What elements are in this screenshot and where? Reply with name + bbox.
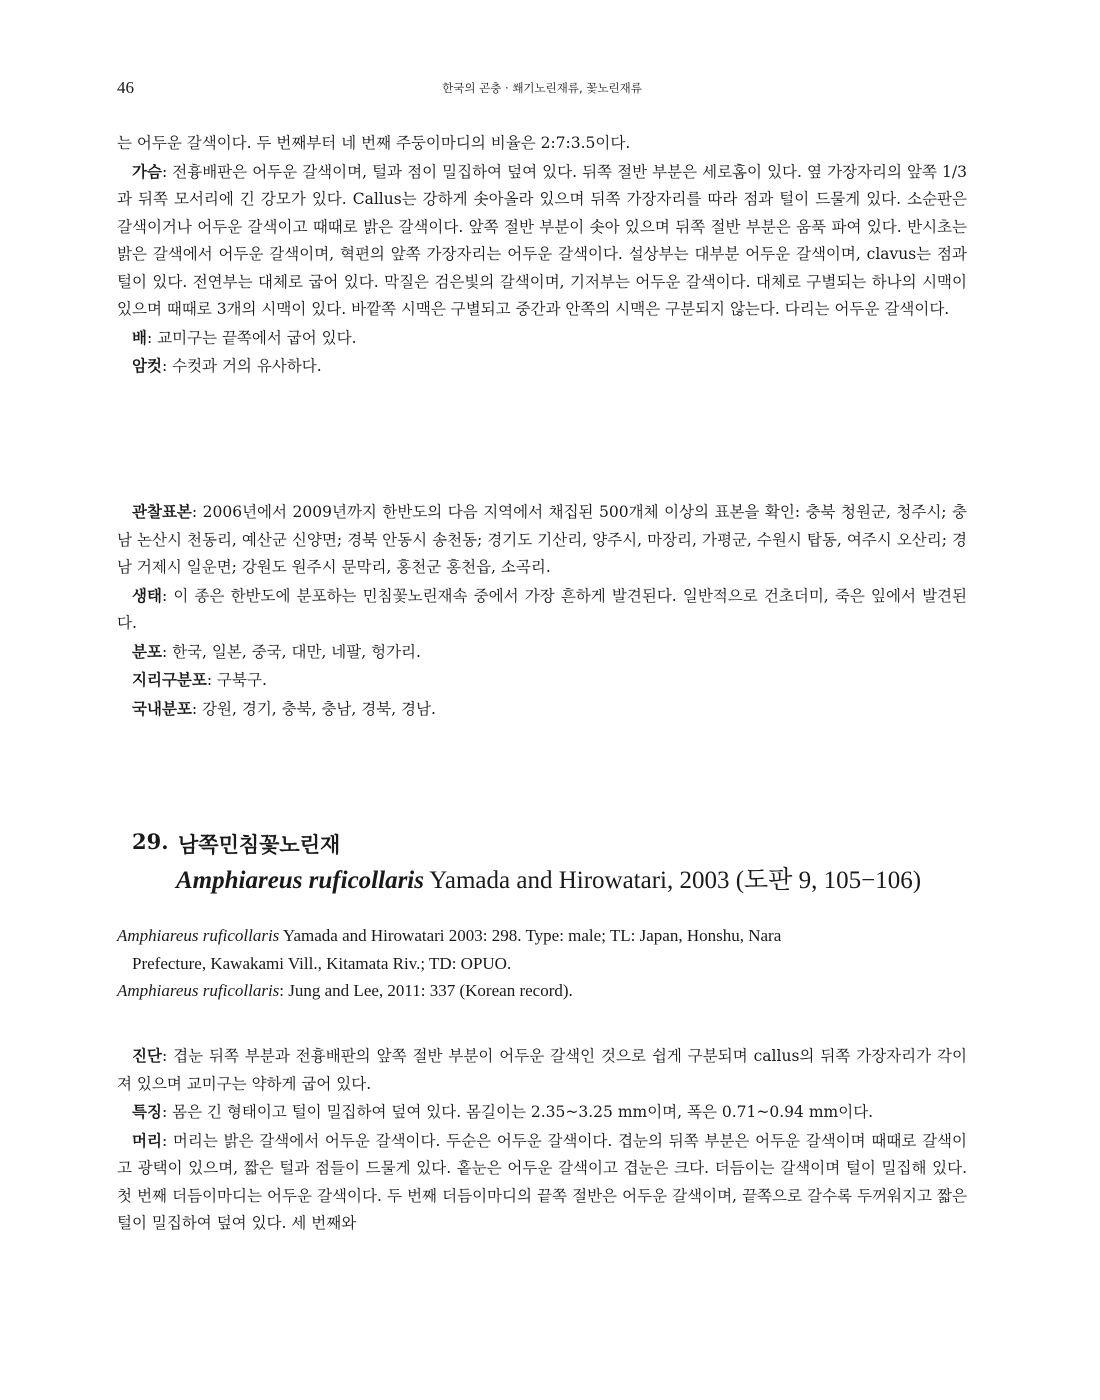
page-header xyxy=(117,78,967,102)
diagnosis-text: : 겹눈 뒤쪽 부분과 전흉배판의 앞쪽 절반 부분이 어두운 갈색인 것으로 쉽게 구분되며 callus의 뒤쪽 가장자리가 각이 져 있으며 교미구는 약하게 굽어 있다. xyxy=(117,1047,967,1093)
domestic-distribution-paragraph xyxy=(117,695,967,724)
intro-line: 는 어두운 갈색이다. 두 번째부터 네 번째 주둥이마디의 비율은 2:7:3.5이다. xyxy=(117,134,631,152)
features-label: 특징 xyxy=(132,1102,162,1121)
synonym-2-text: : Jung and Lee, 2011: 337 (Korean record). xyxy=(279,981,573,1000)
synonym-2-name: Amphiareus ruficollaris xyxy=(117,981,280,1000)
female-label: 암컷 xyxy=(132,356,162,375)
synonym-entry-2 xyxy=(117,977,967,1005)
specimens-label: 관찰표본 xyxy=(132,502,192,521)
distribution-text: : 한국, 일본, 중국, 대만, 네팔, 헝가리. xyxy=(161,642,421,661)
ecology-label: 생태 xyxy=(132,585,162,605)
info-block-1 xyxy=(117,498,967,723)
section-number: 29. xyxy=(132,829,169,854)
head-paragraph xyxy=(117,1127,967,1238)
zoogeography-label: 지리구분포 xyxy=(132,670,207,689)
specimens-paragraph xyxy=(117,498,967,582)
description-block-1 xyxy=(117,130,967,381)
specimens-text: : 2006년에서 2009년까지 한반도의 다음 지역에서 채집된 500개체 이상의 표본을 확인: 충북 청원군, 청주시; 충남 논산시 천동리, 예산군 신양면; 경북 안동시 송천동; 경기도 기산리, 양주시, 마장리, 가평군, 수원시 탑동, 여주시 오산리; 경남 거제시 일운면; 강원도 원주시 문막리, 홍천군 홍천읍, 소곡리. xyxy=(117,503,967,576)
features-paragraph xyxy=(117,1098,967,1127)
section-scientific-name: Amphiareus ruficollaris xyxy=(176,867,424,894)
features-text: : 몸은 긴 형태이고 털이 밀집하여 덮여 있다. 몸길이는 2.35~3.25 mm이며, 폭은 0.71~0.94 mm이다. xyxy=(161,1103,874,1121)
zoogeography-paragraph xyxy=(117,666,967,695)
synonym-entry-1 xyxy=(117,922,967,950)
section-scientific-heading xyxy=(176,860,921,896)
section-authority: Yamada and Hirowatari, 2003 (도판 9, 105−106) xyxy=(423,867,922,894)
diagnosis-label: 진단 xyxy=(132,1046,162,1065)
abdomen-paragraph xyxy=(117,324,967,353)
distribution-paragraph xyxy=(117,638,967,667)
thorax-paragraph xyxy=(117,158,967,324)
running-title: 한국의 곤충 · 쐐기노린재류, 꽃노린재류 xyxy=(442,81,642,95)
synonym-1-name: Amphiareus ruficollaris xyxy=(117,926,280,945)
abdomen-label: 배 xyxy=(132,327,147,347)
page-number: 46 xyxy=(117,78,134,97)
head-label: 머리 xyxy=(132,1130,162,1150)
female-text: : 수컷과 거의 유사하다. xyxy=(161,357,322,375)
ecology-paragraph xyxy=(117,582,967,638)
diagnosis-paragraph xyxy=(117,1042,967,1098)
zoogeography-text: : 구북구. xyxy=(206,671,267,689)
ecology-text: : 이 종은 한반도에 분포하는 민침꽃노린재속 중에서 가장 흔하게 발견된다. 일반적으로 건초더미, 죽은 잎에서 발견된다. xyxy=(117,586,967,632)
synonym-entry-1-continued: Prefecture, Kawakami Vill., Kitamata Riv.; TD: OPUO. xyxy=(132,953,512,973)
head-text: : 머리는 밝은 갈색에서 어두운 갈색이다. 두순은 어두운 갈색이다. 겹눈의 뒤쪽 부분은 어두운 갈색이며 때때로 갈색이고 광택이 있으며, 짧은 털과 점들이 드물게 있다. 홑눈은 어두운 갈색이고 겹눈은 크다. 더듬이는 갈색이며 털이 밀집해 있다. 첫 번째 더듬이마디는 어두운 갈색이다. 두 번째 더듬이마디의 끝쪽 절반은 어두운 갈색이며, 끝쪽으로 갈수록 두꺼워지고 짧은 털이 밀집하여 덮여 있다. 세 번째와 xyxy=(117,1131,967,1232)
section-korean-name: 남쪽민침꽃노린재 xyxy=(178,832,341,857)
domestic-distribution-label: 국내분포 xyxy=(132,698,192,718)
thorax-text: : 전흉배판은 어두운 갈색이며, 털과 점이 밀집하여 덮여 있다. 뒤쪽 절반 부분은 세로홈이 있다. 옆 가장자리의 앞쪽 1/3과 뒤쪽 모서리에 긴 강모가 있다. Callus는 강하게 솟아올라 있으며 뒤쪽 가장자리를 따라 점과 털이 드물게 있다. 소순판은 갈색이거나 어두운 갈색이고 때때로 밝은 갈색이다. 앞쪽 절반 부분이 솟아 있으며 뒤쪽 절반 부분은 움푹 파여 있다. 반시초는 밝은 갈색에서 어두운 갈색이며, 혁편의 앞쪽 가장자리는 어두운 갈색이다. 설상부는 대부분 어두운 갈색이며, clavus는 점과 털이 있다. 전연부는 대체로 굽어 있다. 막질은 검은빛의 갈색이며, 기저부는 어두운 갈색이다. 대체로 구별되는 하나의 시맥이 있으며 때때로 3개의 시맥이 있다. 바깥쪽 시맥은 구별되고 중간과 안쪽의 시맥은 구분되지 않는다. 다리는 어두운 갈색이다. xyxy=(117,162,967,318)
domestic-distribution-text: : 강원, 경기, 충북, 충남, 경북, 경남. xyxy=(191,699,436,718)
description-block-2 xyxy=(117,1042,967,1238)
thorax-label: 가슴 xyxy=(132,161,162,181)
abdomen-text: : 교미구는 끝쪽에서 굽어 있다. xyxy=(146,328,357,347)
synonymy-block xyxy=(117,922,967,1005)
distribution-label: 분포 xyxy=(132,641,162,661)
synonym-1-text: Yamada and Hirowatari 2003: 298. Type: male; TL: Japan, Honshu, Nara xyxy=(279,926,782,945)
female-paragraph xyxy=(117,352,967,381)
